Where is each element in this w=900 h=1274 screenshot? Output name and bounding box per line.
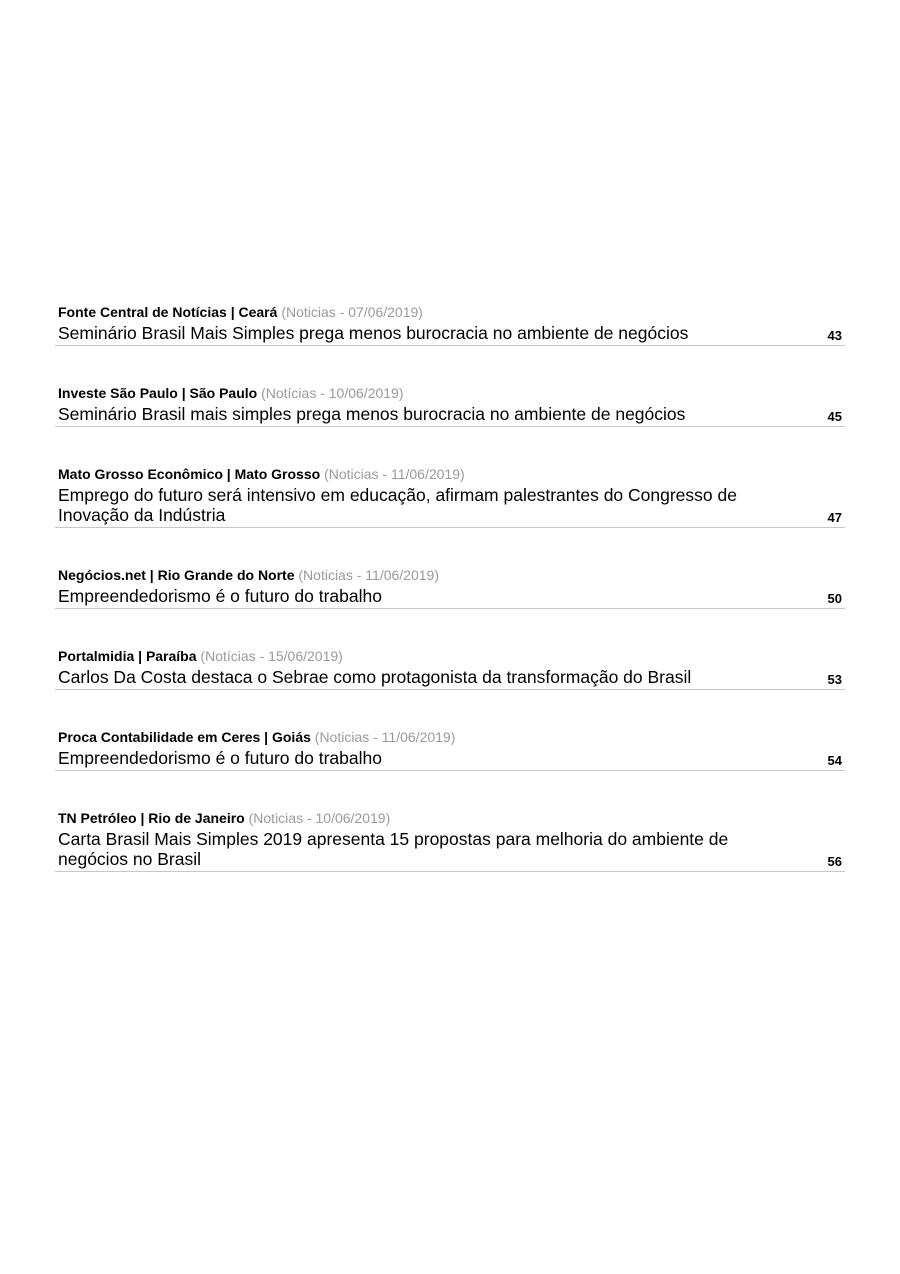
entry-title-row	[55, 668, 845, 688]
entry-meta	[58, 566, 845, 584]
entry-page-number[interactable]: 43	[827, 328, 842, 343]
entry-title-row	[55, 587, 845, 607]
toc-entry	[55, 647, 845, 690]
entry-meta	[58, 647, 845, 665]
toc-entry	[55, 566, 845, 609]
entry-source: Mato Grosso Econômico | Mato Grosso	[58, 466, 321, 482]
toc-entry	[55, 303, 845, 346]
entry-page-number[interactable]: 47	[827, 510, 842, 525]
entry-source: TN Petróleo | Rio de Janeiro	[58, 810, 245, 826]
entry-title-link[interactable]: Empreendedorismo é o futuro do trabalho	[58, 586, 382, 606]
entry-title-link[interactable]: Seminário Brasil mais simples prega menos burocracia no ambiente de negócios	[58, 404, 686, 424]
entry-title-row	[55, 749, 845, 769]
entry-date: (Noticias - 11/06/2019)	[298, 567, 439, 583]
entry-date: (Noticias - 07/06/2019)	[281, 304, 423, 320]
entry-meta	[58, 465, 845, 483]
entry-title-link[interactable]: Emprego do futuro será intensivo em educação, afirmam palestrantes do Congresso de Inovação da Indústria	[58, 485, 737, 525]
toc-entry	[55, 809, 845, 872]
entry-title-row	[55, 830, 845, 870]
entry-title-row	[55, 405, 845, 425]
entry-title-row	[55, 324, 845, 344]
table-of-contents	[55, 303, 845, 910]
toc-entry	[55, 465, 845, 528]
entry-page-number[interactable]: 54	[827, 753, 842, 768]
entry-meta	[58, 728, 845, 746]
entry-title-link[interactable]: Seminário Brasil Mais Simples prega menos burocracia no ambiente de negócios	[58, 323, 689, 343]
entry-source: Proca Contabilidade em Ceres | Goiás	[58, 729, 311, 745]
entry-page-number[interactable]: 56	[827, 854, 842, 869]
entry-meta	[58, 809, 845, 827]
entry-meta	[58, 384, 845, 402]
entry-date: (Noticias - 11/06/2019)	[324, 466, 465, 482]
entry-title-link[interactable]: Carlos Da Costa destaca o Sebrae como protagonista da transformação do Brasil	[58, 667, 692, 687]
entry-title-link[interactable]: Empreendedorismo é o futuro do trabalho	[58, 748, 382, 768]
entry-date: (Notícias - 15/06/2019)	[200, 648, 343, 664]
entry-source: Negócios.net | Rio Grande do Norte	[58, 567, 295, 583]
toc-entry	[55, 728, 845, 771]
entry-source: Investe São Paulo | São Paulo	[58, 385, 258, 401]
entry-page-number[interactable]: 45	[827, 409, 842, 424]
entry-page-number[interactable]: 50	[827, 591, 842, 606]
entry-page-number[interactable]: 53	[827, 672, 842, 687]
entry-title-row	[55, 486, 845, 526]
entry-source: Fonte Central de Notícias | Ceará	[58, 304, 278, 320]
toc-entry	[55, 384, 845, 427]
entry-title-link[interactable]: Carta Brasil Mais Simples 2019 apresenta 15 propostas para melhoria do ambiente de negócios no Brasil	[58, 829, 729, 869]
entry-date: (Notícias - 10/06/2019)	[261, 385, 404, 401]
entry-date: (Noticias - 10/06/2019)	[248, 810, 391, 826]
entry-meta	[58, 303, 845, 321]
entry-date: (Noticias - 11/06/2019)	[314, 729, 456, 745]
entry-source: Portalmidia | Paraíba	[58, 648, 197, 664]
